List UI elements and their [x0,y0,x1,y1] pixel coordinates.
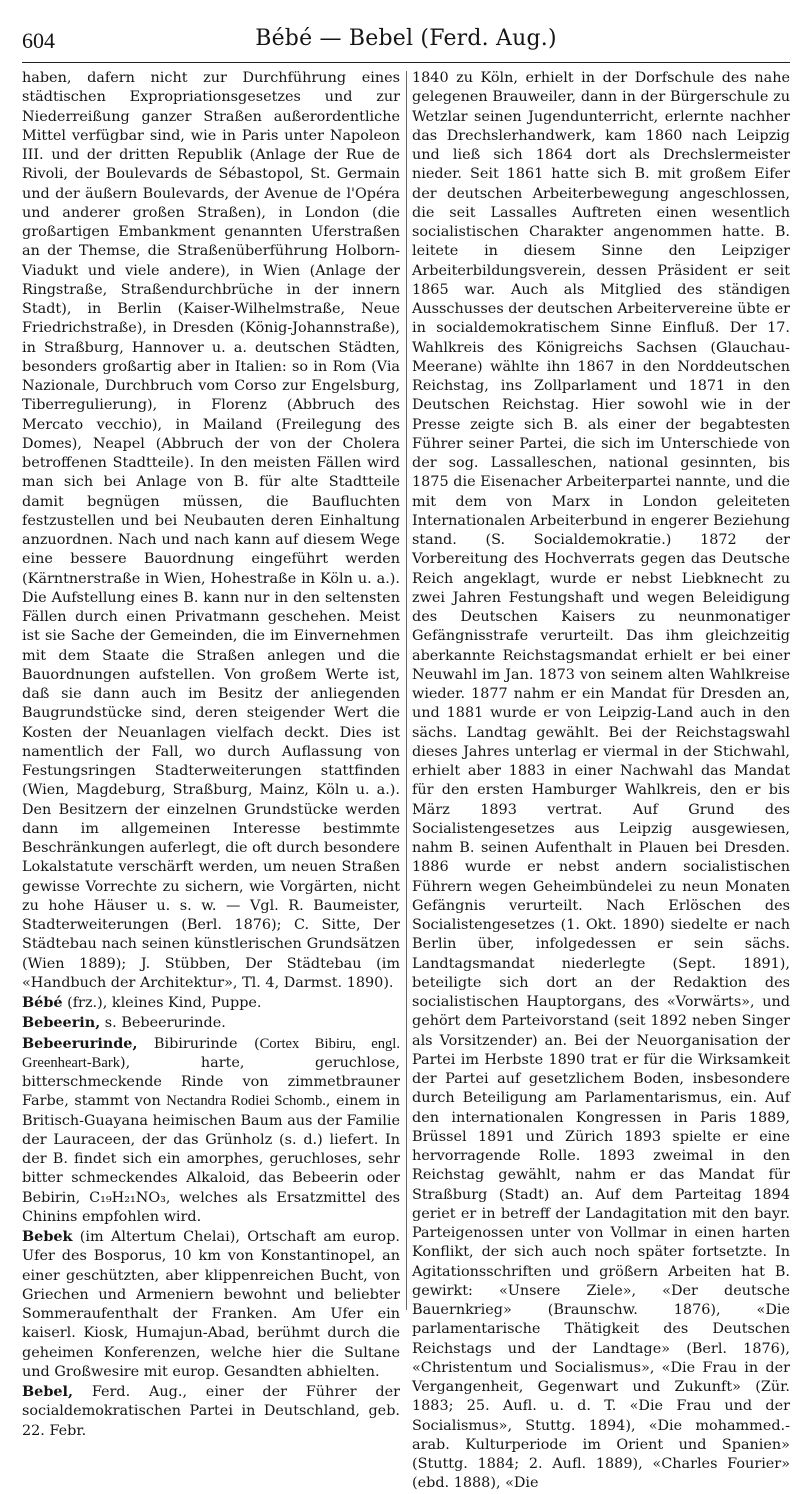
right-column [412,69,790,1492]
entry-bebeerurinde-text-3: , einem in Britisch-Guayana heimischen Baum aus der Familie der Lauraceen, der das Grünholz (s. d.) liefert. In der B. findet sich ein amorphes, geruchloses, sehr bitter schmeckendes Alkaloid, das Bebeerin oder Bebirin, C₁₉H₂₁NO₃, welches als Ersatzmittel des Chinins empfohlen wird. [22,1093,400,1225]
entry-bebeerurinde-latin-1: Cortex Bibiru, engl. Greenheart-Bark [22,1035,400,1071]
entry-bebek-text: (im Altertum Chelai), Ortschaft am europ. Ufer des Bosporus, 10 km von Konstantinopel, an einer geschützten, aber klippenreichen Bucht, von Griechen und Armeniern bewohnt und beliebter Sommeraufenthalt der Franken. Am Ufer ein kaiserl. Kiosk, Humajun-Abad, berühmt durch die geheimen Konferenzen, welche hier die Sultane und Großwesire mit europ. Gesandten abhielten. [22,1229,400,1380]
entry-bebe [22,993,400,1013]
entry-bebel-text: Ferd. Aug., einer der Führer der socialdemokratischen Partei in Deutschland, geb. 22. Febr. [22,1384,400,1439]
entry-bebeerurinde-latin-2: Nectandra Rodiei Schomb. [166,1093,326,1110]
entry-bebel-continuation: 1840 zu Köln, erhielt in der Dorfschule des nahe gelegenen Brauweiler, dann in der Bürgerschule zu Wetzlar seinen Jugendunterricht, erlernte nachher das Drechslerhandwerk, kam 1860 nach Leipzig und ließ sich 1864 dort als Drechslermeister nieder. Seit 1861 hatte sich B. mit großem Eifer der deutschen Arbeiterbewegung angeschlossen, die seit Lassalles Auftreten einen wesentlich socialistischen Charakter angenommen hatte. B. leitete in diesem Sinne den Leipziger Arbeiterbildungsverein, dessen Präsident er seit 1865 war. Auch als Mitglied des ständigen Ausschusses der deutschen Arbeitervereine übte er in socialdemokratischem Sinne Einfluß. Der 17. Wahlkreis des Königreichs Sachsen (Glauchau-Meerane) wählte ihn 1867 in den Norddeutschen Reichstag, ins Zollparlament und 1871 in den Deutschen Reichstag. Hier sowohl wie in der Presse zeigte sich B. als einer der begabtesten Führer seiner Partei, die sich im Unterschiede von der sog. Lassalleschen, national gesinnten, bis 1875 die Eisenacher Arbeiterpartei nannte, und die mit dem von Marx in London geleiteten Internationalen Arbeiterbund in engerer Beziehung stand. (S. Socialdemokratie.) 1872 der Vorbereitung des Hochverrats gegen das Deutsche Reich angeklagt, wurde er nebst Liebknecht zu zwei Jahren Festungshaft und wegen Beleidigung des Deutschen Kaisers zu neunmonatiger Gefängnisstrafe verurteilt. Das ihm gleichzeitig aberkannte Reichstagsmandat erhielt er bei einer Neuwahl im Jan. 1873 von seinem alten Wahlkreise wieder. 1877 nahm er ein Mandat für Dresden an, und 1881 wurde er von Leipzig-Land auch in den sächs. Landtag gewählt. Bei der Reichstagswahl dieses Jahres unterlag er viermal in der Stichwahl, erhielt aber 1883 in einer Nachwahl das Mandat für den ersten Hamburger Wahlkreis, den er bis März 1893 vertrat. Auf Grund des Socialistengesetzes aus Leipzig ausgewiesen, nahm B. seinen Aufenthalt in Plauen bei Dresden. 1886 wurde er nebst andern socialistischen Führern wegen Geheimbündelei zu neun Monaten Gefängnis verurteilt. Nach Erlöschen des Socialistengesetzes (1. Okt. 1890) siedelte er nach Berlin über, infolgedessen er sein sächs. Landtagsmandat niederlegte (Sept. 1891), beteiligte sich dort an der Redaktion des socialistischen Hauptorgans, des «Vorwärts», und gehört dem Parteivorstand (seit 1892 neben Singer als Vorsitzender) an. Bei der Neuorganisation der Partei im Herbste 1890 trat er für die Wirksamkeit der Partei auf gesetzlichem Boden, insbesondere durch Beteiligung am Parlamentarismus, ein. Auf den internationalen Kongressen in Paris 1889, Brüssel 1891 und Zürich 1893 spielte er eine hervorragende Rolle. 1893 zweimal in den Reichstag gewählt, nahm er das Mandat für Straßburg (Stadt) an. Auf dem Parteitag 1894 geriet er in betreff der Landagitation mit den bayr. Parteigenossen unter von Vollmar in einen harten Konflikt, der sich auch noch später fortsetzte. In Agitationsschriften und größern Arbeiten hat B. gewirkt: «Unsere Ziele», «Der deutsche Bauernkrieg» (Braunschw. 1876), «Die parlamentarische Thätigkeit des Deutschen Reichstags und der Landtage» (Berl. 1876), «Christentum und Socialismus», «Die Frau in der Vergangenheit, Gegenwart und Zukunft» (Zür. 1883; 25. Aufl. u. d. T. «Die Frau und der Socialismus», Stuttg. 1894), «Die mohammed.-arab. Kulturperiode im Orient und Spanien» (Stuttg. 1884; 2. Aufl. 1889), «Charles Fourier» (ebd. 1888), «Die [412,70,790,1492]
headword-bebel: Bebel, [22,1383,74,1400]
entry-bebeerurinde-text-2: ), harte, geruchlose, bitterschmeckende Rinde von zimmetbrauner Farbe, stammt von [22,1054,400,1110]
left-column [22,69,400,1439]
entry-bebel [22,1382,400,1441]
page-number: 604 [22,28,55,53]
headword-bebe: Bébé [22,994,63,1011]
running-title: Bébé — Bebel (Ferd. Aug.) [255,26,557,51]
entry-bebek [22,1227,400,1382]
entry-bebe-text: (frz.), kleines Kind, Puppe. [62,995,262,1011]
column-divider [406,71,407,1310]
entry-bebeerin-text: s. Bebeerurinde. [100,1015,226,1032]
page-header [22,8,790,63]
entry-bebauungsplan-continuation: haben, dafern nicht zur Durchführung eines städtischen Expropriationsgesetzes und zur Niederreißung ganzer Straßen außerordentliche Mittel verfügbar sind, wie in Paris unter Napoleon III. und der dritten Republik (Anlage der Rue de Rivoli, der Boulevards de Sébastopol, St. Germain und der äußern Boulevards, der Avenue de l'Opéra und anderer großen Straßen), in London (die großartigen Embankment genannten Uferstraßen an der Themse, die Straßenüberführung Holborn-Viadukt und viele andere), in Wien (Anlage der Ringstraße, Straßendurchbrüche in der innern Stadt), in Berlin (Kaiser-Wilhelmstraße, Neue Friedrichstraße), in Dresden (König-Johannstraße), in Straßburg, Hannover u. a. deutschen Städten, besonders großartig aber in Italien: so in Rom (Via Nazionale, Durchbruch vom Corso zur Engelsburg, Tiberregulierung), in Florenz (Abbruch des Mercato vecchio), in Mailand (Freilegung des Domes), Neapel (Abbruch der von der Cholera betroffenen Stadtteile). In den meisten Fällen wird man sich bei Anlage von B. für alte Stadtteile damit begnügen müssen, die Baufluchten festzustellen und bei Neubauten deren Einhaltung anzuordnen. Nach und nach kann auf diesem Wege eine bessere Bauordnung eingeführt werden (Kärntnerstraße in Wien, Hohestraße in Köln u. a.). Die Aufstellung eines B. kann nur in den seltensten Fällen durch einen Privatmann geschehen. Meist ist sie Sache der Gemeinden, die im Einvernehmen mit dem Staate die Straßen anlegen und die Bauordnungen aufstellen. Von großem Werte ist, daß sie dann auch im Besitz der anliegenden Baugrundstücke sind, deren steigender Wert die Kosten der Neuanlagen vielfach deckt. Dies ist namentlich der Fall, wo durch Auflassung von Festungsringen Stadterweiterungen stattfinden (Wien, Magdeburg, Straßburg, Mainz, Köln u. a.). Den Besitzern der einzelnen Grundstücke werden dann im allgemeinen Interesse bestimmte Beschränkungen auferlegt, die oft durch besondere Lokalstatute verschärft werden, um neuen Straßen gewisse Vorrechte zu sichern, wie Vorgärten, nicht zu hohe Häuser u. s. w. — Vgl. R. Baumeister, Stadterweiterungen (Berl. 1876); C. Sitte, Der Städtebau nach seinen künstlerischen Grundsätzen (Wien 1889); J. Stübben, Der Städtebau (im «Handbuch der Architektur», Tl. 4, Darmst. 1890). [22,70,400,991]
text-columns [22,63,790,1492]
headword-bebeerurinde: Bebeerurinde, [22,1034,138,1052]
entry-bebeerurinde [22,1034,400,1228]
entry-bebeerurinde-text-1: Bibirurinde ( [137,1035,260,1052]
entry-bebeerin [22,1013,400,1033]
headword-bebeerin: Bebeerin, [22,1014,101,1032]
headword-bebek: Bebek [22,1228,73,1245]
